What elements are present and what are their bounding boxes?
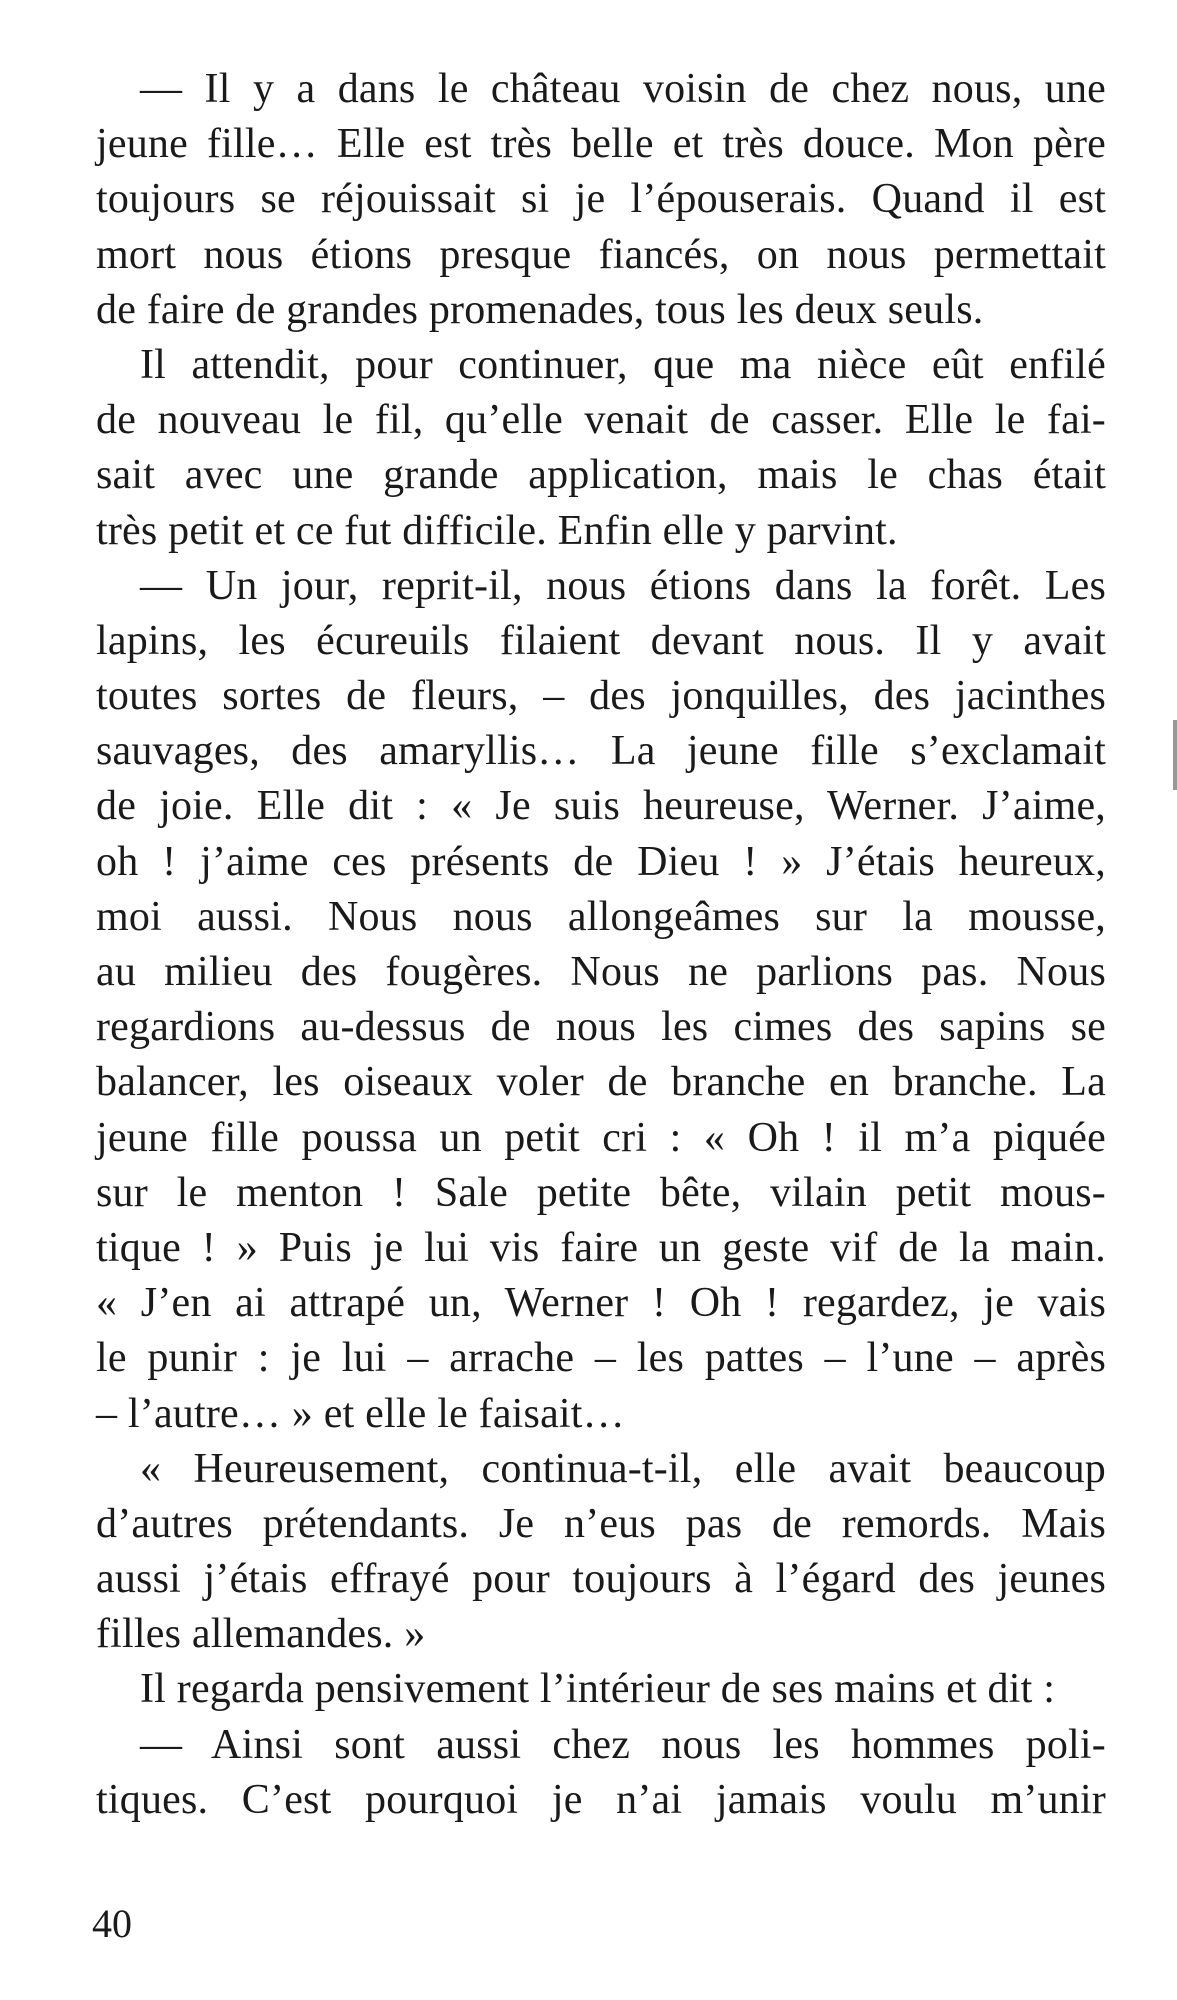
- text-line: regardions au-dessus de nous les cimes des sapins se: [96, 1004, 1106, 1051]
- text-line: Il attendit, pour continuer, que ma nièce eût enfilé: [140, 341, 1106, 388]
- text-line: de joie. Elle dit : « Je suis heureuse, Werner. J’aime,: [96, 783, 1106, 830]
- page-number: 40: [92, 1901, 132, 1946]
- text-line: lapins, les écureuils filaient devant nous. Il y avait: [96, 617, 1106, 664]
- text-line: toujours se réjouissait si je l’épouserais. Quand il est: [96, 176, 1106, 223]
- text-line: tique ! » Puis je lui vis faire un geste vif de la main.: [96, 1224, 1106, 1271]
- text-line: – l’autre… » et elle le faisait…: [96, 1390, 625, 1437]
- text-line: très petit et ce fut difficile. Enfin elle y parvint.: [96, 507, 898, 554]
- text-line: balancer, les oiseaux voler de branche en branche. La: [96, 1059, 1106, 1106]
- text-line: « Heureusement, continua-t-il, elle avait beaucoup: [140, 1445, 1106, 1492]
- text-line: aussi j’étais effrayé pour toujours à l’égard des jeunes: [96, 1556, 1106, 1603]
- text-line: toutes sortes de fleurs, – des jonquilles, des jacinthes: [96, 673, 1106, 720]
- text-line: — Il y a dans le château voisin de chez nous, une: [140, 66, 1106, 112]
- text-line: de nouveau le fil, qu’elle venait de casser. Elle le fai-: [96, 397, 1106, 444]
- text-line: jeune fille poussa un petit cri : « Oh ! il m’a piquée: [96, 1114, 1106, 1161]
- text-line: Il regarda pensivement l’intérieur de ses mains et dit :: [140, 1666, 1056, 1713]
- text-line: moi aussi. Nous nous allongeâmes sur la mousse,: [96, 893, 1106, 940]
- text-line: sauvages, des amaryllis… La jeune fille s’exclamait: [96, 728, 1106, 775]
- text-line: — Ainsi sont aussi chez nous les hommes poli-: [140, 1721, 1106, 1768]
- text-line: filles allemandes. »: [96, 1611, 426, 1658]
- text-line: sur le menton ! Sale petite bête, vilain petit mous-: [96, 1169, 1106, 1216]
- text-line: le punir : je lui – arrache – les pattes – l’une – après: [96, 1335, 1106, 1382]
- text-line: d’autres prétendants. Je n’eus pas de remords. Mais: [96, 1500, 1106, 1547]
- text-line: jeune fille… Elle est très belle et très douce. Mon père: [96, 121, 1106, 168]
- text-line: sait avec une grande application, mais le chas était: [96, 452, 1106, 499]
- text-line: au milieu des fougères. Nous ne parlions pas. Nous: [96, 949, 1106, 995]
- page-edge-shadow: [1173, 720, 1177, 790]
- book-page-text: [96, 62, 1106, 1828]
- text-line: « J’en ai attrapé un, Werner ! Oh ! regardez, je vais: [96, 1280, 1106, 1327]
- text-line: oh ! j’aime ces présents de Dieu ! » J’étais heureux,: [96, 838, 1106, 885]
- text-line: mort nous étions presque fiancés, on nous permettait: [96, 231, 1106, 278]
- text-line: de faire de grandes promenades, tous les deux seuls.: [96, 286, 984, 333]
- text-line: — Un jour, reprit-il, nous étions dans la forêt. Les: [140, 562, 1106, 609]
- text-line: tiques. C’est pourquoi je n’ai jamais voulu m’unir: [96, 1776, 1106, 1823]
